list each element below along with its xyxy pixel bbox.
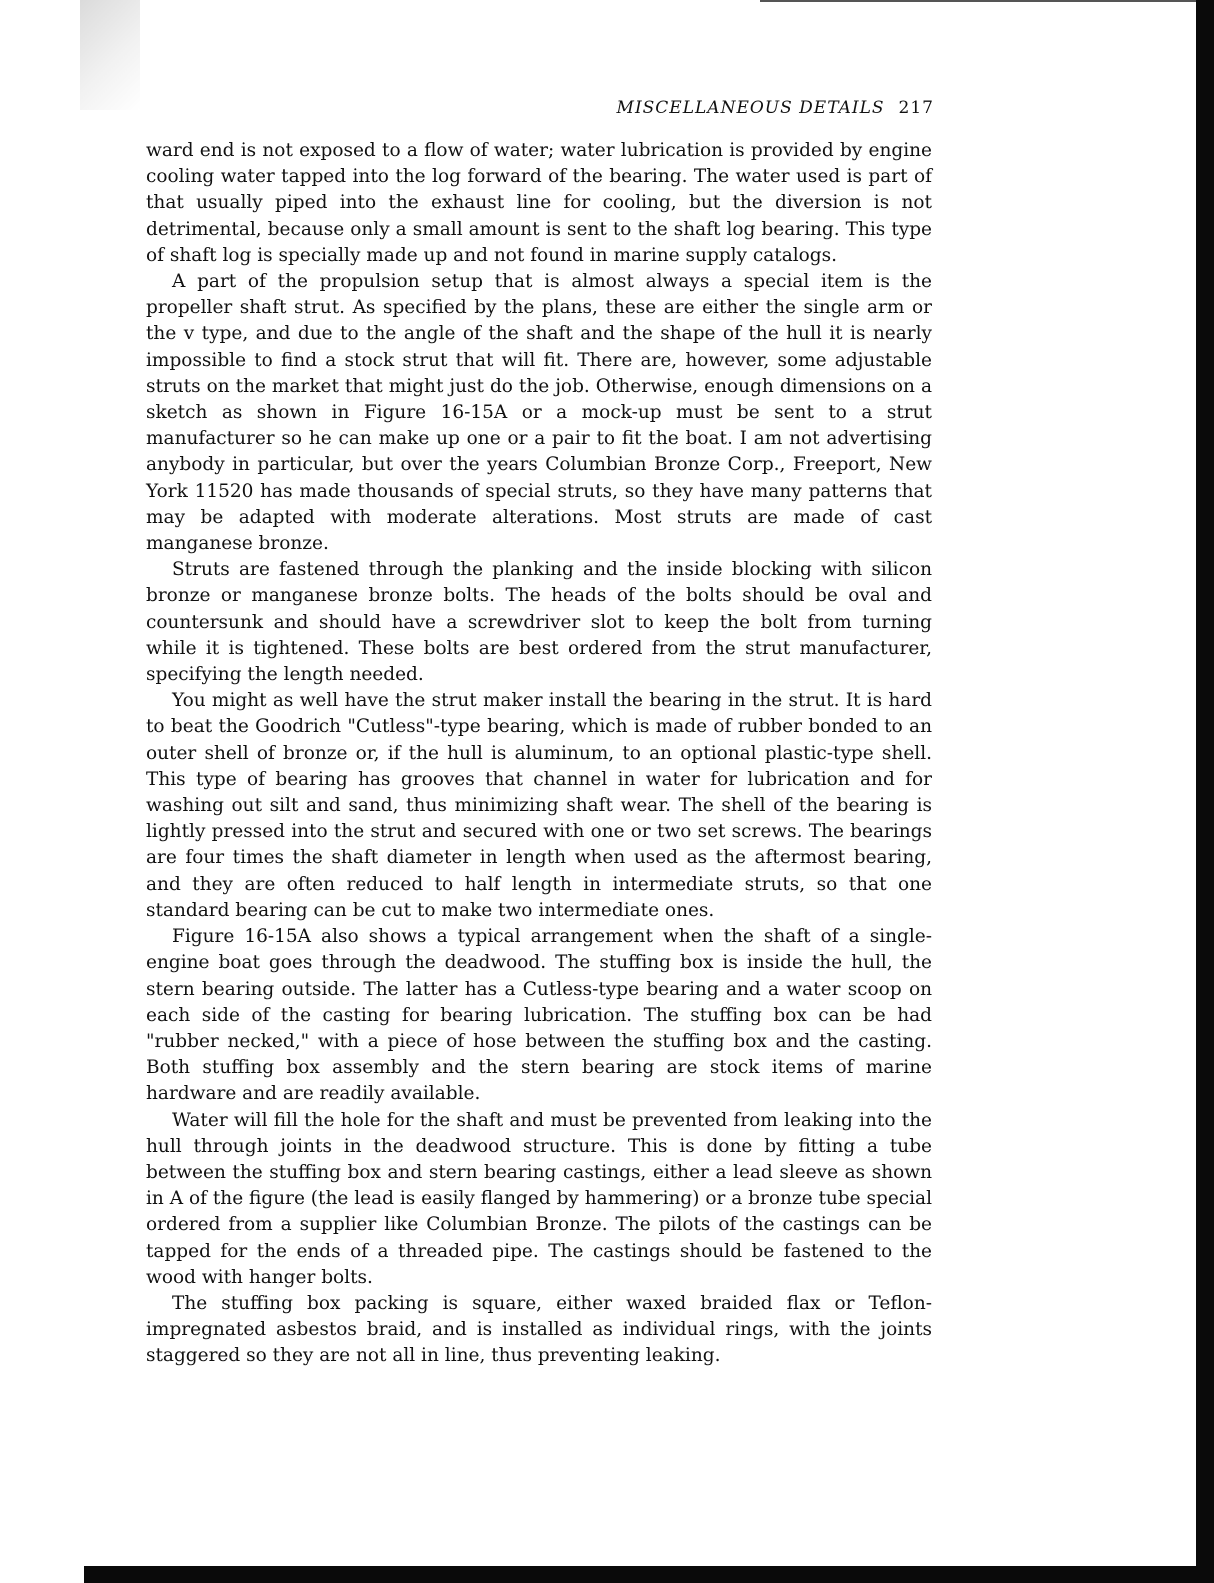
- scan-top-edge: [760, 0, 1196, 2]
- paragraph: Figure 16-15A also shows a typical arrangement when the shaft of a single-engine boat goes through the deadwood. The stuffing box is inside the hull, the stern bearing outside. The latter has a Cutless-type bearing and a water scoop on each side of the casting for bearing lubrication. The stuffing box can be had "rubber necked," with a piece of hose between the stuffing box and the casting. Both stuffing box assembly and the stern bearing are stock items of marine hardware and are readily available.: [146, 926, 932, 1105]
- paragraph: Water will fill the hole for the shaft and must be prevented from leaking into the hull through joints in the deadwood structure. This is done by fitting a tube between the stuffing box and stern bearing castings, either a lead sleeve as shown in A of the figure (the lead is easily flanged by hammering) or a bronze tube special ordered from a supplier like Columbian Bronze. The pilots of the castings can be tapped for the ends of a threaded pipe. The castings should be fastened to the wood with hanger bolts.: [146, 1109, 932, 1288]
- body-text: [146, 138, 932, 1370]
- running-head: [560, 98, 934, 118]
- running-head-title: MISCELLANEOUS DETAILS: [616, 98, 885, 118]
- scan-corner-shadow: [80, 0, 140, 110]
- page-number: 217: [898, 98, 934, 118]
- paragraph: Struts are fastened through the planking and the inside blocking with silicon bronze or manganese bronze bolts. The heads of the bolts should be oval and countersunk and should have a screwdriver slot to keep the bolt from turning while it is tightened. These bolts are best ordered from the strut manufacturer, specifying the length needed.: [146, 559, 932, 686]
- paragraph: A part of the propulsion setup that is almost always a special item is the propeller shaft strut. As specified by the plans, these are either the single arm or the v type, and due to the angle of the shaft and the shape of the hull it is nearly impossible to find a stock strut that will fit. There are, however, some adjustable struts on the market that might just do the job. Otherwise, enough dimensions on a sketch as shown in Figure 16-15A or a mock-up must be sent to a strut manufacturer so he can make up one or a pair to fit the boat. I am not advertising anybody in particular, but over the years Columbian Bronze Corp., Freeport, New York 11520 has made thousands of special struts, so they have many patterns that may be adapted with moderate alterations. Most struts are made of cast manganese bronze.: [146, 271, 932, 555]
- paragraph: The stuffing box packing is square, either waxed braided flax or Teflon-impregnated asbestos braid, and is installed as individual rings, with the joints staggered so they are not all in line, thus preventing leaking.: [146, 1292, 932, 1367]
- paragraph: ward end is not exposed to a flow of water; water lubrication is provided by engine cooling water tapped into the log forward of the bearing. The water used is part of that usually piped into the exhaust line for cooling, but the diversion is not detrimental, because only a small amount is sent to the shaft log bearing. This type of shaft log is specially made up and not found in marine supply catalogs.: [146, 140, 932, 266]
- scan-bottom-border: [84, 1566, 1214, 1583]
- paragraph: You might as well have the strut maker install the bearing in the strut. It is hard to beat the Goodrich "Cutless"-type bearing, which is made of rubber bonded to an outer shell of bronze or, if the hull is aluminum, to an optional plastic-type shell. This type of bearing has grooves that channel in water for lubrication and for washing out silt and sand, thus minimizing shaft wear. The shell of the bearing is lightly pressed into the strut and secured with one or two set screws. The bearings are four times the shaft diameter in length when used as the aftermost bearing, and they are often reduced to half length in intermediate struts, so that one standard bearing can be cut to make two intermediate ones.: [146, 690, 932, 921]
- scan-right-border: [1196, 0, 1214, 1583]
